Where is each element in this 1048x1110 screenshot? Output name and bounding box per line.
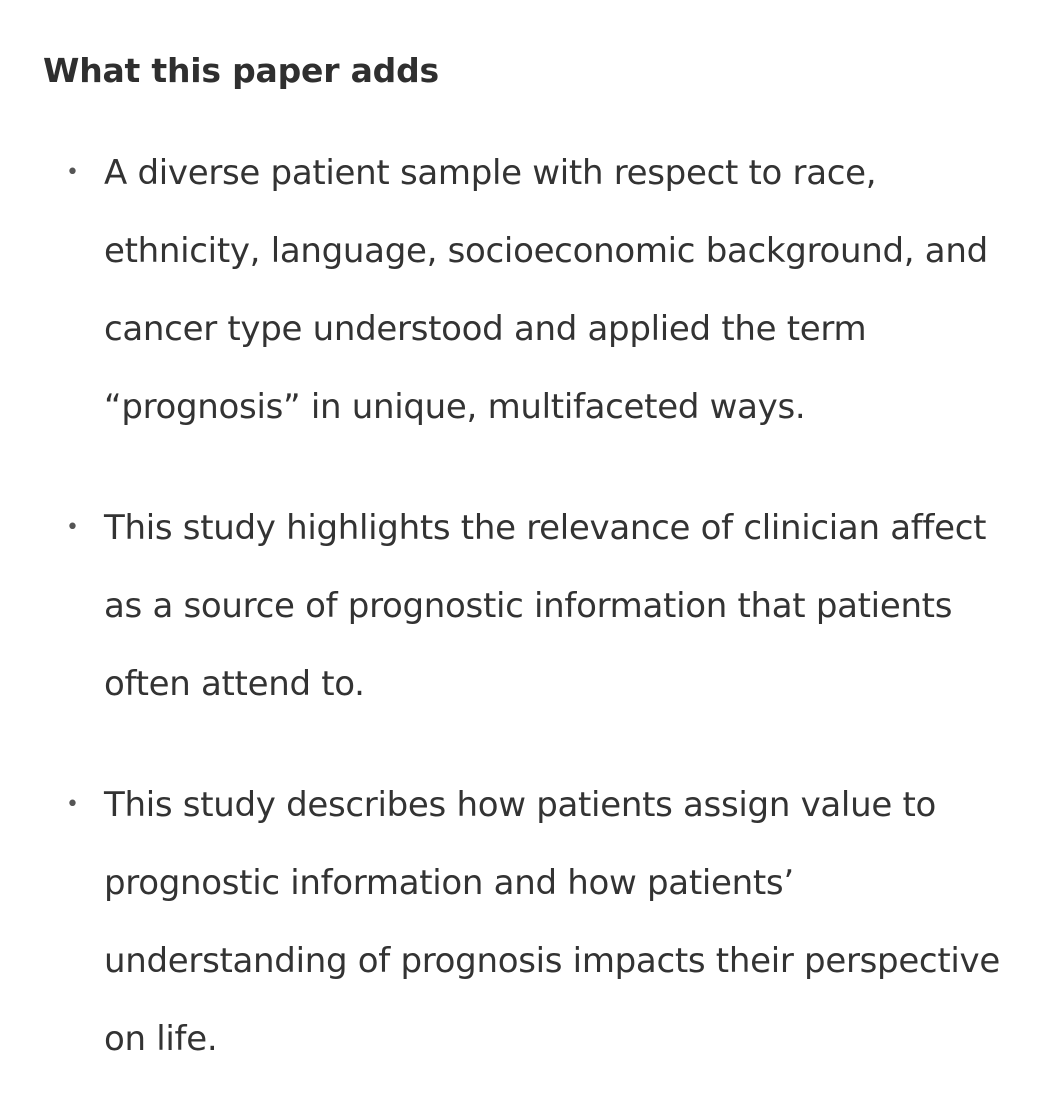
list-item-text: A diverse patient sample with respect to race, ethnicity, language, socioeconomic background, and cancer type understood and applied the term “prognosis” in unique, multifaceted ways. bbox=[104, 153, 988, 427]
bullet-icon: • bbox=[66, 160, 79, 185]
list-item-text: This study highlights the relevance of clinician affect as a source of prognostic information that patients often attend to. bbox=[104, 508, 987, 704]
list-item-text: This study describes how patients assign value to prognostic information and how patients’ understanding of prognosis impacts their perspective on life. bbox=[104, 785, 1000, 1059]
bullet-icon: • bbox=[66, 792, 79, 817]
bullet-icon: • bbox=[66, 515, 79, 540]
section-heading: What this paper adds bbox=[43, 51, 439, 90]
